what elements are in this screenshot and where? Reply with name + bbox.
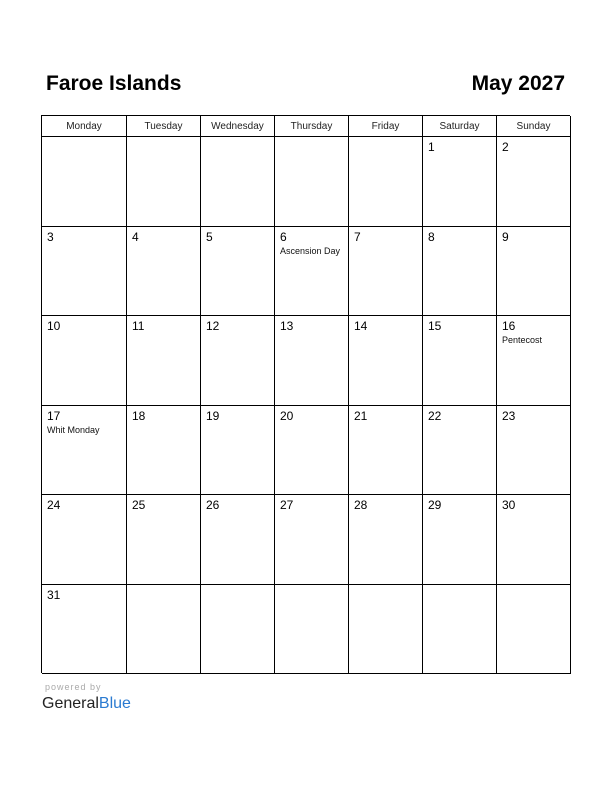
day-cell — [497, 585, 571, 675]
month-title: May 2027 — [471, 72, 565, 95]
day-cell — [423, 137, 497, 227]
day-cell — [423, 406, 497, 496]
holiday-label: Pentecost — [502, 335, 543, 345]
day-cell — [497, 137, 571, 227]
day-number: 11 — [132, 319, 145, 333]
day-cell — [201, 406, 275, 496]
day-number: 15 — [428, 319, 442, 333]
day-number: 29 — [428, 498, 442, 512]
day-cell — [42, 137, 127, 227]
holiday-label: Ascension Day — [280, 245, 341, 256]
day-cell — [349, 406, 423, 496]
brand-blue: Blue — [98, 695, 131, 712]
day-number: 20 — [280, 408, 294, 423]
day-cell — [127, 316, 201, 406]
weekday-saturday: Saturday — [423, 116, 497, 137]
week-row — [42, 227, 570, 317]
weekday-wednesday: Wednesday — [201, 116, 275, 137]
day-cell — [349, 585, 423, 675]
day-cell — [201, 495, 275, 585]
day-cell — [497, 227, 571, 317]
day-cell — [127, 406, 201, 496]
day-cell — [423, 495, 497, 585]
day-cell — [349, 495, 423, 585]
day-number: 23 — [502, 408, 516, 423]
day-number: 21 — [354, 408, 368, 423]
day-cell — [497, 316, 571, 406]
day-number: 4 — [132, 229, 139, 244]
day-cell — [127, 227, 201, 317]
day-number: 12 — [206, 319, 220, 333]
holiday-label: Whit Monday — [47, 424, 100, 435]
weeks-container — [42, 137, 570, 674]
day-cell — [42, 585, 127, 675]
day-number: 17 — [47, 408, 61, 423]
day-cell — [201, 137, 275, 227]
day-number: 19 — [206, 408, 220, 423]
day-cell — [127, 137, 201, 227]
day-number: 18 — [132, 408, 146, 423]
week-row — [42, 316, 570, 406]
day-cell — [275, 316, 349, 406]
day-number: 16 — [502, 319, 516, 333]
day-cell — [201, 316, 275, 406]
day-cell — [349, 227, 423, 317]
day-cell — [42, 316, 127, 406]
day-cell — [42, 495, 127, 585]
day-cell — [349, 316, 423, 406]
weekday-thursday: Thursday — [275, 116, 349, 137]
day-cell — [127, 495, 201, 585]
day-number: 6 — [280, 229, 287, 244]
calendar-grid — [41, 115, 570, 673]
weekday-sunday: Sunday — [497, 116, 571, 137]
day-cell — [42, 227, 127, 317]
country-title: Faroe Islands — [46, 72, 182, 95]
day-cell — [497, 495, 571, 585]
day-number: 13 — [280, 319, 294, 333]
day-cell — [275, 227, 349, 317]
day-cell — [201, 585, 275, 675]
day-number: 1 — [428, 140, 435, 154]
weekday-header-row — [42, 116, 570, 137]
day-cell — [275, 585, 349, 675]
weekday-friday: Friday — [349, 116, 423, 137]
day-cell — [423, 227, 497, 317]
powered-by-label: powered by — [45, 682, 102, 692]
day-cell — [275, 406, 349, 496]
day-cell — [275, 495, 349, 585]
weekday-tuesday: Tuesday — [127, 116, 201, 137]
day-cell — [423, 585, 497, 675]
day-number: 22 — [428, 408, 442, 423]
day-number: 8 — [428, 229, 435, 244]
day-cell — [349, 137, 423, 227]
day-number: 5 — [206, 229, 213, 244]
day-number: 30 — [502, 498, 516, 512]
day-cell — [497, 406, 571, 496]
brand-general: General — [42, 695, 99, 712]
day-number: 31 — [47, 587, 61, 602]
weekday-monday: Monday — [42, 116, 127, 137]
day-cell — [42, 406, 127, 496]
day-number: 28 — [354, 498, 368, 512]
day-number: 10 — [47, 319, 61, 333]
day-number: 24 — [47, 498, 61, 512]
day-number: 3 — [47, 229, 54, 244]
week-row — [42, 137, 570, 227]
day-cell — [127, 585, 201, 675]
day-cell — [275, 137, 349, 227]
generalblue-logo[interactable] — [42, 694, 131, 714]
day-number: 14 — [354, 319, 368, 333]
day-cell — [201, 227, 275, 317]
day-number: 9 — [502, 229, 509, 244]
week-row — [42, 406, 570, 496]
day-number: 25 — [132, 498, 146, 512]
day-number: 26 — [206, 498, 220, 512]
day-number: 2 — [502, 140, 509, 154]
week-row — [42, 585, 570, 675]
week-row — [42, 495, 570, 585]
day-cell — [423, 316, 497, 406]
day-number: 27 — [280, 498, 294, 512]
day-number: 7 — [354, 229, 361, 244]
